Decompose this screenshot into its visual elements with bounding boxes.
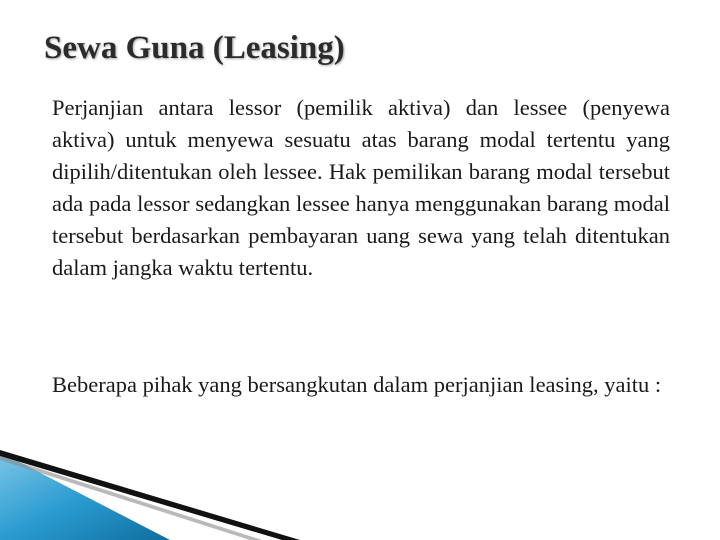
body-paragraph-parties: Beberapa pihak yang bersangkutan dalam perjanjian leasing, yaitu :	[52, 372, 662, 397]
slide-title: Sewa Guna (Leasing)	[44, 30, 345, 66]
body-paragraph-definition: Perjanjian antara lessor (pemilik aktiva) dan lessee (penyewa aktiva) untuk menyewa sesuatu atas barang modal tertentu yang dipilih/ditentukan oleh lessee. Hak pemilikan barang modal tersebut ada pada lessor sedangkan lessee hanya menggunakan barang modal tersebut berdasarkan pembayaran uang sewa yang telah ditentukan dalam jangka waktu tertentu.	[52, 95, 670, 280]
corner-decoration	[0, 450, 720, 540]
